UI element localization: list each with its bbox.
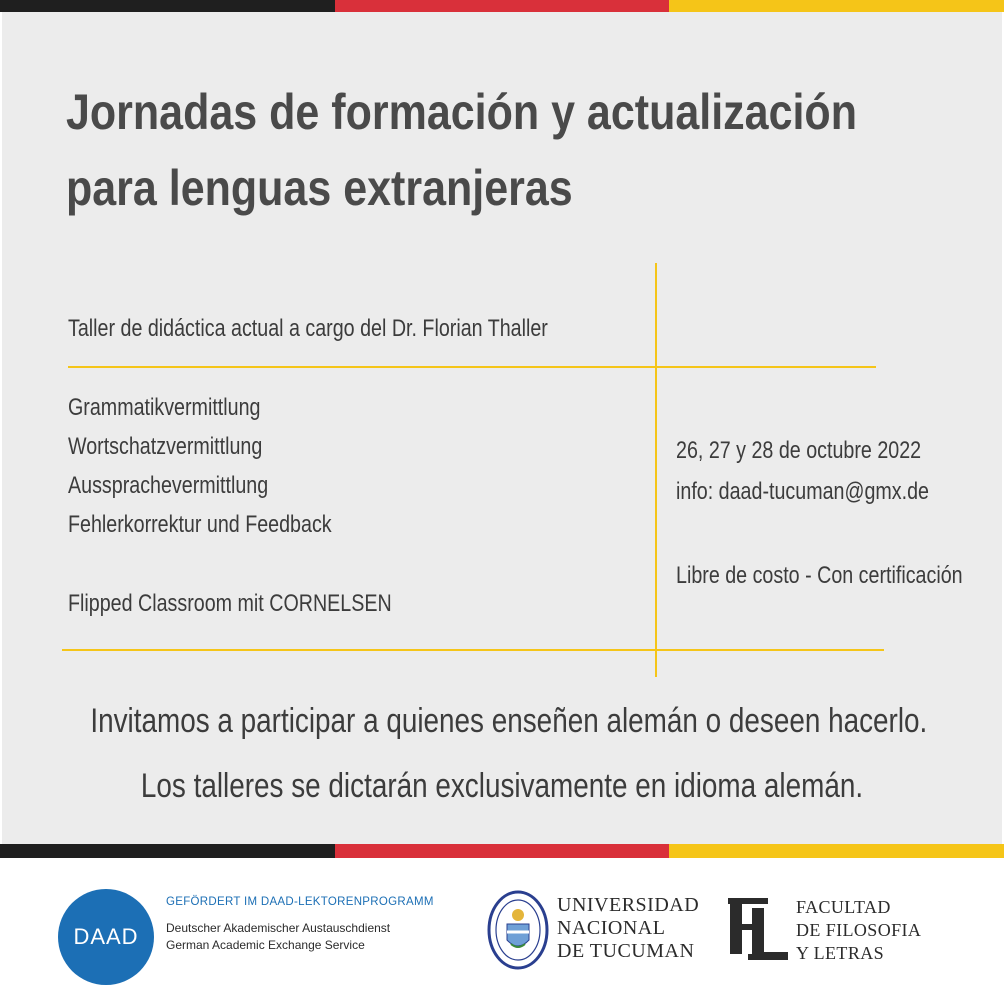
daad-logo [58, 889, 154, 985]
ffl-line-1: FACULTAD [796, 897, 891, 917]
ffl-line-2: DE FILOSOFIA [796, 920, 922, 940]
lower-horizontal-divider [62, 649, 884, 651]
flag-red-segment [335, 844, 670, 858]
university-seal-icon [487, 890, 549, 970]
event-dates: 26, 27 y 28 de octubre 2022 [676, 437, 922, 464]
topic-item: Wortschatzvermittlung [68, 433, 263, 460]
bottom-flag-stripe [0, 844, 1004, 858]
invitation-line-2: Los talleres se dictarán exclusivamente en idioma alemán. [140, 767, 864, 805]
flag-gold-segment [669, 0, 1004, 12]
workshop-heading: Taller de didáctica actual a cargo del Dr. Florian Thaller [68, 315, 548, 342]
flag-gold-segment [669, 844, 1004, 858]
daad-logo-text: DAAD [73, 924, 139, 949]
unt-line-3: DE TUCUMAN [557, 940, 695, 962]
title-line-1: Jornadas de formación y actualización [66, 84, 857, 140]
invitation-line-1: Invitamos a participar a quienes enseñen alemán o deseen hacerlo. [90, 702, 928, 740]
daad-program-label: GEFÖRDERT IM DAAD-LEKTORENPROGRAMM [166, 896, 434, 908]
unt-line-1: UNIVERSIDAD [557, 894, 700, 916]
daad-name-german: Deutscher Akademischer Austauschdienst [166, 921, 391, 935]
ffl-line-3: Y LETRAS [796, 943, 885, 963]
upper-horizontal-divider [68, 366, 876, 368]
flag-black-segment [0, 0, 335, 12]
topic-item: Grammatikvermittlung [68, 394, 261, 421]
daad-name-english: German Academic Exchange Service [166, 938, 365, 952]
ffl-name [796, 896, 921, 965]
flag-black-segment [0, 844, 335, 858]
vertical-divider [655, 263, 657, 677]
page-title [66, 74, 857, 226]
unt-name [557, 894, 699, 963]
top-flag-stripe [0, 0, 1004, 12]
flipped-classroom-item: Flipped Classroom mit CORNELSEN [68, 590, 392, 617]
contact-email: info: daad-tucuman@gmx.de [676, 478, 929, 505]
topic-item: Aussprachevermittlung [68, 472, 269, 499]
cost-note: Libre de costo - Con certificación [676, 562, 963, 589]
title-line-2: para lenguas extranjeras [66, 160, 573, 216]
topic-item: Fehlerkorrektur und Feedback [68, 511, 332, 538]
ffl-monogram-icon [724, 894, 792, 964]
unt-line-2: NACIONAL [557, 917, 666, 939]
flag-red-segment [335, 0, 670, 12]
